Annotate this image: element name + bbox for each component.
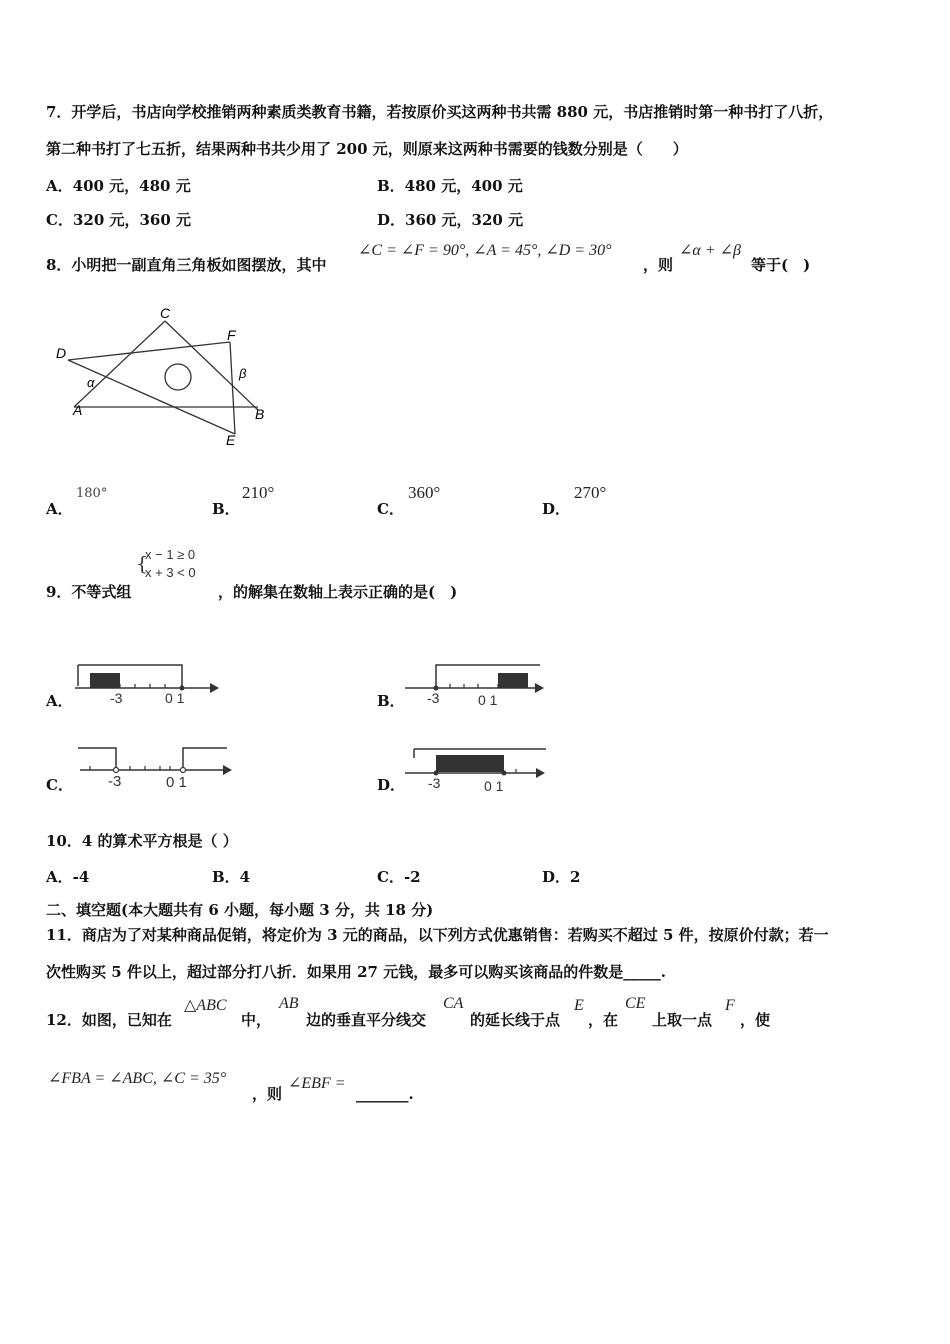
- q10-option-d: D．2: [542, 868, 581, 886]
- q12-formula: ∠FBA = ∠ABC, ∠C = 35°: [48, 1070, 227, 1087]
- number-line-d: [400, 738, 560, 798]
- inequality-system: [145, 546, 196, 582]
- tick-label-01: 0 1: [484, 778, 504, 794]
- q7-option-a: A．400 元，480 元: [46, 177, 191, 195]
- label-b: B: [255, 406, 265, 422]
- system-brace: {: [136, 553, 149, 575]
- q12-stem-2: 中，: [241, 1011, 272, 1029]
- q8-option-b-letter: B．: [212, 500, 240, 518]
- q7-option-b: B．480 元，400 元: [377, 177, 523, 195]
- q9-option-c-letter: C．: [46, 776, 73, 794]
- q8-formula-sum: ∠α + ∠β: [679, 242, 741, 259]
- q7-line1: 7．开学后，书店向学校推销两种素质类教育书籍，若按原价买这两种书共需 880 元，书店推销时第一种书打了八折，: [46, 103, 834, 121]
- q9-option-d-letter: D．: [377, 776, 406, 794]
- label-a: A: [73, 402, 83, 418]
- q12-stem-3: 边的垂直平分线交: [306, 1011, 427, 1029]
- q7-option-d: D．360 元，320 元: [377, 211, 524, 229]
- tick-label-neg3: -3: [428, 775, 441, 791]
- label-beta: β: [239, 366, 247, 381]
- q12-stem-7: ，使: [740, 1011, 771, 1029]
- q12-formula-ebf: ∠EBF =: [288, 1075, 346, 1092]
- q12-segment-ce: CE: [625, 995, 646, 1012]
- q8-option-d-value: 270°: [574, 483, 607, 502]
- q9-stem-end: ，的解集在数轴上表示正确的是( ): [218, 583, 458, 601]
- q11-line2: 次性购买 5 件以上，超过部分打八折．如果用 27 元钱，最多可以购买该商品的件数是_____.: [46, 963, 666, 981]
- number-line-b: [400, 655, 560, 715]
- q12-point-e: E: [574, 997, 584, 1014]
- q9-stem: 9．不等式组: [46, 583, 132, 601]
- q8-option-d-letter: D．: [542, 500, 571, 518]
- label-e: E: [226, 432, 236, 448]
- tick-label-neg3: -3: [110, 690, 123, 706]
- number-line-a: [70, 655, 230, 715]
- tick-label-01: 0 1: [166, 774, 187, 791]
- number-line-c: [70, 738, 240, 798]
- q9-option-b-letter: B．: [377, 692, 405, 710]
- q8-option-a-value: 180°: [76, 486, 108, 501]
- tick-label-neg3: -3: [108, 773, 122, 790]
- label-f: F: [227, 327, 236, 343]
- q12-stem-1: 12．如图，已知在: [46, 1011, 172, 1029]
- q10-stem: 10．4 的算术平方根是（ ）: [46, 832, 238, 850]
- section-heading: 二、填空题(本大题共有 6 小题，每小题 3 分，共 18 分): [46, 901, 434, 919]
- q9-option-a-letter: A．: [46, 692, 73, 710]
- q12-segment-ca: CA: [443, 995, 464, 1012]
- q12-stem-5: ，在: [588, 1011, 619, 1029]
- triangle-figure: [50, 300, 290, 460]
- label-d: D: [56, 345, 67, 361]
- q12-point-f: F: [725, 997, 735, 1014]
- q12-segment-ab: AB: [279, 995, 299, 1012]
- q8-option-a-letter: A．: [46, 500, 73, 518]
- q8-option-b-value: 210°: [242, 483, 275, 502]
- q11-line1: 11．商店为了对某种商品促销，将定价为 3 元的商品，以下列方式优惠销售：若购买不超过 5 件，按原价付款；若一: [46, 926, 829, 944]
- q12-stem-6: 上取一点: [652, 1011, 713, 1029]
- q10-option-a: A．-4: [46, 868, 90, 886]
- q8-stem-equals: 等于( ): [751, 256, 811, 274]
- q12-stem-4: 的延长线于点: [470, 1011, 561, 1029]
- q8-option-c-letter: C．: [377, 500, 404, 518]
- label-alpha: α: [87, 375, 95, 390]
- q10-option-c: C．-2: [377, 868, 421, 886]
- q7-line2: 第二种书打了七五折，结果两种书共少用了 200 元，则原来这两种书需要的钱数分别是（ ）: [46, 140, 688, 158]
- q12-triangle-abc: △ABC: [184, 997, 227, 1014]
- q12-answer-blank: _______.: [356, 1085, 414, 1103]
- q10-option-b: B．4: [212, 868, 251, 886]
- q8-stem: 8．小明把一副直角三角板如图摆放，其中: [46, 256, 327, 274]
- q12-stem-8: ，则: [252, 1085, 283, 1103]
- inequality-1: x − 1 ≥ 0: [145, 547, 196, 562]
- q8-formula: ∠C = ∠F = 90°, ∠A = 45°, ∠D = 30°: [358, 242, 612, 259]
- inequality-2: x + 3 < 0: [145, 565, 196, 580]
- tick-label-01: 0 1: [478, 692, 498, 708]
- label-c: C: [160, 305, 171, 321]
- tick-label-01: 0 1: [165, 690, 185, 706]
- q8-stem-then: ，则: [643, 256, 674, 274]
- tick-label-neg3: -3: [427, 690, 440, 706]
- q7-option-c: C．320 元，360 元: [46, 211, 192, 229]
- q8-option-c-value: 360°: [408, 483, 441, 502]
